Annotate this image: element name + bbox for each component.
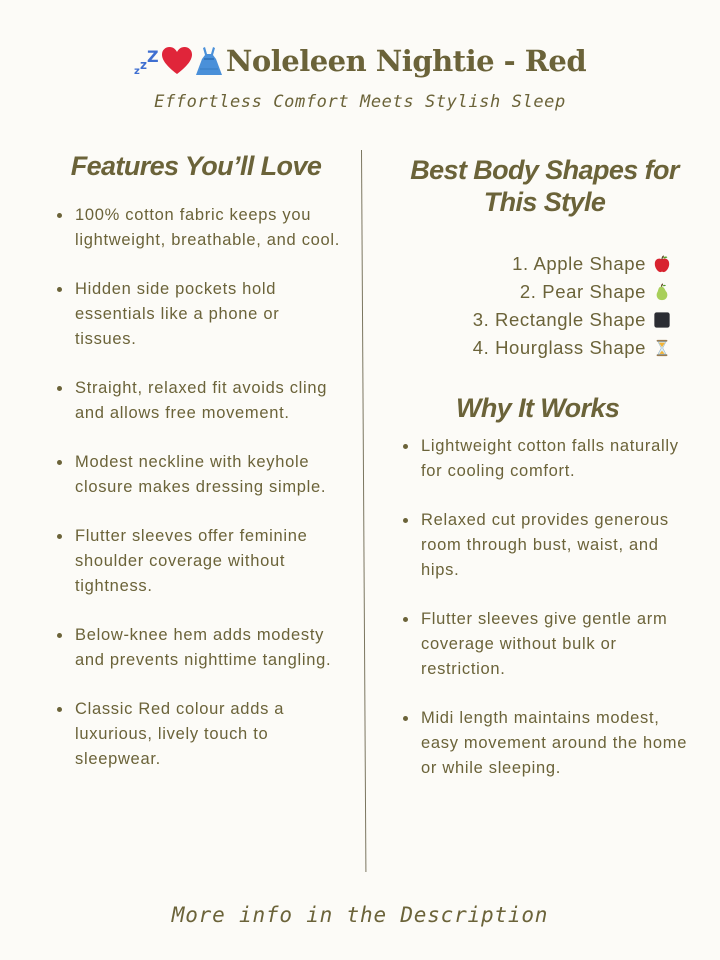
title-icons	[134, 45, 224, 77]
svg-text:z: z	[139, 58, 147, 72]
features-column	[46, 150, 346, 796]
bullet-icon	[57, 707, 62, 712]
title-text: Noleleen Nightie - Red	[225, 44, 587, 78]
apple-icon	[653, 255, 671, 273]
footer-note: More info in the Description	[171, 903, 549, 927]
hourglass-icon	[653, 339, 671, 357]
list-item: Lightweight cotton falls naturally for cooling comfort.	[392, 434, 697, 484]
pear-icon	[653, 283, 671, 301]
features-list	[46, 203, 346, 772]
list-item: 100% cotton fabric keeps you lightweight, breathable, and cool.	[46, 203, 346, 253]
bullet-icon	[403, 518, 408, 523]
list-item: 4. Hourglass Shape	[392, 334, 671, 362]
heart-icon	[161, 46, 193, 76]
list-item: 3. Rectangle Shape	[392, 306, 671, 334]
column-divider	[361, 150, 367, 872]
list-item: Straight, relaxed fit avoids cling and allows free movement.	[46, 376, 346, 426]
list-item: Modest neckline with keyhole closure makes dressing simple.	[46, 450, 346, 500]
list-item: 1. Apple Shape	[392, 250, 671, 278]
list-item: 2. Pear Shape	[392, 278, 671, 306]
list-item: Relaxed cut provides generous room through bust, waist, and hips.	[392, 508, 697, 583]
bullet-icon	[57, 386, 62, 391]
bullet-icon	[57, 213, 62, 218]
bullet-icon	[403, 716, 408, 721]
dress-icon	[194, 45, 224, 77]
shapes-column	[392, 150, 697, 805]
features-heading: Features You’ll Love	[70, 151, 322, 181]
svg-text:z: z	[133, 66, 140, 76]
bullet-icon	[57, 460, 62, 465]
why-list	[392, 434, 697, 781]
list-item: Flutter sleeves offer feminine shoulder coverage without tightness.	[46, 524, 346, 599]
bullet-icon	[57, 287, 62, 292]
bullet-icon	[403, 444, 408, 449]
list-item: Flutter sleeves give gentle arm coverage without bulk or restriction.	[392, 607, 697, 682]
bullet-icon	[403, 617, 408, 622]
svg-text:Z: Z	[146, 47, 158, 66]
bullet-icon	[57, 633, 62, 638]
list-item: Hidden side pockets hold essentials like a phone or tissues.	[46, 277, 346, 352]
subtitle: Effortless Comfort Meets Stylish Sleep	[154, 92, 566, 112]
page-title	[134, 40, 586, 82]
body-shapes-list	[392, 250, 697, 362]
black-square-icon	[653, 311, 671, 329]
body-shapes-heading: Best Body Shapes for This Style	[410, 155, 679, 217]
list-item: Classic Red colour adds a luxurious, lively touch to sleepwear.	[46, 697, 346, 772]
list-item: Midi length maintains modest, easy movement around the home or while sleeping.	[392, 706, 697, 781]
why-heading: Why It Works	[456, 393, 620, 423]
bullet-icon	[57, 534, 62, 539]
list-item: Below-knee hem adds modesty and prevents nighttime tangling.	[46, 623, 346, 673]
header	[0, 40, 720, 112]
zzz-icon	[134, 46, 160, 76]
